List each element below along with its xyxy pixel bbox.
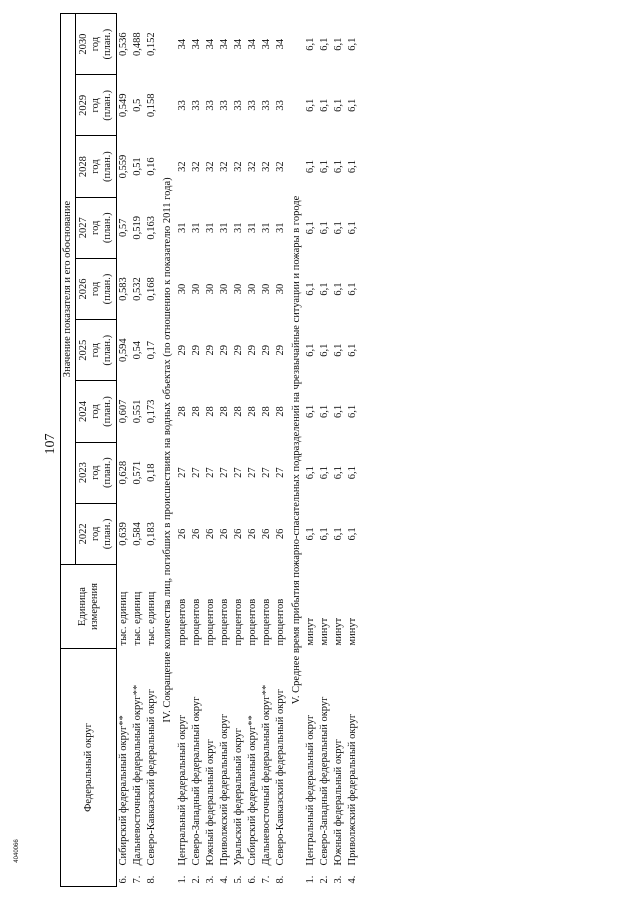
header-year-6 — [76, 136, 117, 197]
table-row — [232, 14, 246, 887]
table-row — [204, 14, 218, 887]
value-cell: 6,1 — [305, 282, 317, 296]
unit-cell: процентов — [204, 598, 216, 646]
value-cell: 26 — [246, 528, 258, 540]
header-year-2 — [76, 381, 117, 442]
unit-cell: процентов — [176, 598, 188, 646]
district-name: Сибирский федеральный округ** — [118, 715, 130, 866]
district-name: Южный федеральный округ — [204, 739, 216, 866]
value-cell: 33 — [246, 100, 258, 111]
unit-cell: минут — [305, 617, 317, 646]
value-cell: 6,1 — [333, 527, 345, 541]
value-cell: 29 — [232, 344, 244, 356]
district-name: Сибирский федеральный округ** — [246, 715, 258, 866]
header-year-part: год — [90, 159, 102, 174]
unit-cell: минут — [333, 617, 345, 646]
row-number: 4. — [347, 875, 359, 884]
value-cell: 0,16 — [146, 157, 158, 176]
value-cell: 30 — [204, 283, 216, 295]
value-cell: 31 — [274, 222, 286, 234]
unit-cell: процентов — [218, 598, 230, 646]
table-row — [176, 14, 190, 887]
value-cell: 0,583 — [118, 277, 130, 301]
value-cell: 6,1 — [319, 37, 331, 51]
row-number: 7. — [260, 875, 272, 884]
table-row — [131, 14, 145, 887]
value-cell: 28 — [218, 406, 230, 417]
row-number: 8. — [146, 875, 158, 884]
value-cell: 26 — [190, 528, 202, 540]
unit-cell: минут — [319, 617, 331, 646]
value-cell: 6,1 — [305, 37, 317, 51]
unit-cell: процентов — [190, 598, 202, 646]
header-year-part: (план.) — [102, 151, 114, 182]
value-cell: 6,1 — [333, 343, 345, 357]
header-year-part: 2028 — [78, 156, 90, 178]
value-cell: 0,17 — [146, 341, 158, 360]
table-row — [318, 14, 332, 887]
value-cell: 0,488 — [132, 32, 144, 56]
value-cell: 0,536 — [118, 32, 130, 56]
table-row — [332, 14, 346, 887]
row-number: 3. — [333, 875, 345, 884]
value-cell: 34 — [260, 38, 272, 50]
value-cell: 33 — [232, 100, 244, 111]
table-row — [246, 14, 260, 887]
value-cell: 26 — [260, 528, 272, 540]
value-cell: 0,163 — [146, 215, 158, 240]
value-cell: 6,1 — [347, 98, 359, 112]
header-year-part: год — [90, 526, 102, 542]
value-cell: 34 — [246, 38, 258, 50]
value-cell: 34 — [218, 38, 230, 50]
value-cell: 6,1 — [347, 343, 359, 357]
value-cell: 28 — [246, 406, 258, 417]
value-cell: 6,1 — [333, 404, 345, 418]
value-cell: 31 — [246, 222, 258, 234]
row-number: 6. — [246, 875, 258, 884]
district-name: Дальневосточный федеральный округ** — [260, 684, 272, 866]
value-cell: 34 — [176, 38, 188, 50]
unit-cell: процентов — [232, 598, 244, 646]
unit-cell: процентов — [246, 598, 258, 646]
value-cell: 28 — [260, 406, 272, 417]
header-year-part: (план.) — [102, 518, 114, 550]
header-year-part: год — [90, 36, 102, 52]
value-cell: 27 — [204, 467, 216, 478]
header-year-part: год — [90, 465, 102, 480]
value-cell: 0,183 — [146, 522, 158, 546]
value-cell: 31 — [176, 222, 188, 234]
value-cell: 34 — [204, 38, 216, 50]
header-year-3 — [76, 320, 117, 381]
value-cell: 6,1 — [347, 404, 359, 418]
header-year-part: 2023 — [78, 462, 90, 484]
value-cell: 6,1 — [347, 221, 359, 235]
district-name: Приволжский федеральный округ — [347, 713, 359, 866]
value-cell: 0,639 — [118, 522, 130, 546]
table-row — [304, 14, 318, 887]
value-cell: 6,1 — [319, 343, 331, 357]
unit-cell: тыс. единиц — [132, 591, 144, 646]
district-name: Северо-Западный федеральный округ — [190, 696, 202, 866]
header-year-part: год — [90, 220, 102, 235]
unit-cell: тыс. единиц — [146, 591, 158, 646]
table-header — [61, 14, 117, 887]
header-year-part: 2022 — [78, 523, 90, 545]
table-row — [260, 14, 274, 887]
unit-cell: минут — [347, 617, 359, 646]
value-cell: 0,559 — [118, 154, 130, 179]
value-cell: 30 — [246, 283, 258, 295]
value-cell: 6,1 — [305, 466, 317, 480]
value-cell: 33 — [218, 100, 230, 111]
value-cell: 26 — [204, 528, 216, 540]
section-title: V. Среднее время прибытия пожарно-спасательных подразделений на чрезвычайные ситуации и пожары в городе — [291, 195, 302, 705]
value-cell: 0,18 — [146, 463, 158, 482]
value-cell: 34 — [190, 38, 202, 50]
value-cell: 30 — [218, 283, 230, 295]
value-cell: 0,158 — [146, 93, 158, 118]
header-year-part: 2024 — [78, 400, 90, 422]
section-title-row — [288, 14, 304, 887]
value-cell: 28 — [232, 406, 244, 417]
value-cell: 6,1 — [347, 466, 359, 480]
value-cell: 27 — [232, 467, 244, 478]
value-cell: 29 — [218, 344, 230, 356]
value-cell: 32 — [176, 161, 188, 172]
value-cell: 31 — [204, 222, 216, 234]
value-cell: 29 — [204, 344, 216, 356]
value-cell: 6,1 — [333, 466, 345, 480]
header-year-part: 2027 — [78, 217, 90, 239]
header-year-8 — [76, 14, 117, 75]
value-cell: 32 — [246, 161, 258, 172]
unit-cell: процентов — [274, 598, 286, 646]
value-cell: 0,571 — [132, 460, 144, 485]
value-cell: 29 — [274, 344, 286, 356]
value-cell: 30 — [232, 283, 244, 295]
row-number: 6. — [118, 875, 130, 884]
value-cell: 34 — [232, 38, 244, 50]
value-cell: 31 — [190, 222, 202, 234]
value-cell: 28 — [190, 406, 202, 417]
header-year-part: (план.) — [102, 396, 114, 427]
value-cell: 0,173 — [146, 399, 158, 424]
value-cell: 27 — [246, 467, 258, 478]
value-cell: 30 — [260, 283, 272, 295]
value-cell: 26 — [232, 528, 244, 540]
value-cell: 26 — [218, 528, 230, 540]
table-row — [346, 14, 360, 887]
value-cell: 0,584 — [132, 522, 144, 546]
district-name: Центральный федеральный округ — [176, 714, 188, 866]
row-number: 3. — [204, 875, 216, 884]
header-unit: Единица измерения — [61, 564, 117, 648]
value-cell: 0,57 — [118, 218, 130, 237]
header-year-part: год — [90, 343, 102, 358]
value-cell: 32 — [218, 161, 230, 172]
value-cell: 6,1 — [305, 527, 317, 541]
value-cell: 6,1 — [333, 98, 345, 112]
header-year-7 — [76, 75, 117, 136]
value-cell: 28 — [176, 406, 188, 417]
value-cell: 0,549 — [118, 93, 130, 118]
header-values: Значение показателя и его обоснование — [61, 14, 76, 565]
value-cell: 29 — [190, 344, 202, 356]
value-cell: 26 — [274, 528, 286, 540]
document-code: 4040066 — [14, 839, 20, 863]
district-name: Центральный федеральный округ — [305, 714, 317, 866]
value-cell: 33 — [204, 100, 216, 111]
section-title: IV. Сокращение количества лиц, погибших в происшествиях на водных объектах (по отношению к показателю 2011 года) — [162, 177, 174, 723]
value-cell: 0,168 — [146, 277, 158, 301]
value-cell: 0,532 — [132, 277, 144, 301]
value-cell: 29 — [246, 344, 258, 356]
unit-cell: процентов — [260, 598, 272, 646]
district-name: Уральский федеральный округ — [232, 728, 244, 866]
header-year-part: (план.) — [102, 457, 114, 489]
table-body — [117, 14, 361, 887]
value-cell: 6,1 — [305, 343, 317, 357]
value-cell: 32 — [232, 161, 244, 172]
header-year-part: 2025 — [78, 339, 90, 361]
district-name: Южный федеральный округ — [333, 739, 345, 866]
value-cell: 6,1 — [333, 160, 345, 174]
value-cell: 6,1 — [333, 282, 345, 296]
value-cell: 6,1 — [319, 466, 331, 480]
value-cell: 0,152 — [146, 32, 158, 56]
row-number: 8. — [274, 875, 286, 884]
value-cell: 6,1 — [305, 404, 317, 418]
row-number: 5. — [232, 875, 244, 884]
rotated-table-container — [60, 13, 602, 887]
header-year-part: (план.) — [102, 212, 114, 244]
header-year-0 — [76, 503, 117, 564]
value-cell: 6,1 — [319, 98, 331, 112]
header-year-1 — [76, 442, 117, 503]
value-cell: 0,5 — [132, 98, 144, 112]
value-cell: 30 — [176, 283, 188, 295]
page-number: 107 — [43, 433, 58, 455]
header-year-part: 2030 — [78, 33, 90, 55]
value-cell: 6,1 — [347, 527, 359, 541]
value-cell: 27 — [190, 467, 202, 478]
value-cell: 6,1 — [319, 282, 331, 296]
header-district: Федеральный округ — [61, 648, 117, 886]
value-cell: 32 — [260, 161, 272, 172]
value-cell: 0,51 — [132, 157, 144, 176]
district-name: Северо-Кавказский федеральный округ — [146, 688, 158, 866]
header-year-5 — [76, 197, 117, 258]
header-year-part: (план.) — [102, 273, 114, 305]
value-cell: 32 — [204, 161, 216, 172]
value-cell: 6,1 — [319, 160, 331, 174]
value-cell: 31 — [232, 222, 244, 234]
value-cell: 6,1 — [333, 37, 345, 51]
value-cell: 6,1 — [305, 98, 317, 112]
value-cell: 27 — [218, 467, 230, 478]
row-number: 2. — [319, 875, 331, 884]
header-year-4 — [76, 258, 117, 319]
value-cell: 0,54 — [132, 341, 144, 360]
table-row — [145, 14, 159, 887]
row-number: 2. — [190, 875, 202, 884]
header-year-part: (план.) — [102, 334, 114, 366]
value-cell: 33 — [274, 100, 286, 111]
value-cell: 32 — [190, 161, 202, 172]
value-cell: 0,551 — [132, 399, 144, 424]
value-cell: 27 — [274, 467, 286, 478]
value-cell: 26 — [176, 528, 188, 540]
row-number: 1. — [176, 875, 188, 884]
value-cell: 33 — [190, 100, 202, 111]
value-cell: 6,1 — [305, 221, 317, 235]
header-year-part: (план.) — [102, 89, 114, 121]
table-row — [117, 14, 132, 887]
table-row — [218, 14, 232, 887]
header-year-part: год — [90, 404, 102, 419]
indicator-table — [60, 13, 360, 887]
district-name: Дальневосточный федеральный округ** — [132, 684, 144, 866]
table-row — [274, 14, 288, 887]
unit-cell: тыс. единиц — [118, 591, 130, 646]
value-cell: 6,1 — [333, 221, 345, 235]
value-cell: 32 — [274, 161, 286, 172]
value-cell: 0,607 — [118, 399, 130, 424]
row-number: 1. — [305, 875, 317, 884]
value-cell: 0,628 — [118, 460, 130, 485]
district-name: Приволжский федеральный округ — [218, 713, 230, 866]
section-title-row — [159, 14, 175, 887]
value-cell: 29 — [260, 344, 272, 356]
value-cell: 31 — [218, 222, 230, 234]
value-cell: 29 — [176, 344, 188, 356]
value-cell: 30 — [190, 283, 202, 295]
district-name: Северо-Кавказский федеральный округ — [274, 688, 286, 866]
value-cell: 33 — [176, 100, 188, 111]
value-cell: 27 — [260, 467, 272, 478]
value-cell: 34 — [274, 38, 286, 50]
value-cell: 30 — [274, 283, 286, 295]
row-number: 7. — [132, 875, 144, 884]
value-cell: 0,519 — [132, 215, 144, 240]
header-year-part: 2026 — [78, 278, 90, 300]
row-number: 4. — [218, 875, 230, 884]
value-cell: 0,594 — [118, 338, 130, 363]
district-name: Северо-Западный федеральный округ — [319, 696, 331, 866]
value-cell: 6,1 — [305, 160, 317, 174]
header-year-part: (план.) — [102, 28, 114, 60]
value-cell: 27 — [176, 467, 188, 478]
value-cell: 28 — [204, 406, 216, 417]
value-cell: 31 — [260, 222, 272, 234]
header-year-part: год — [90, 98, 102, 113]
value-cell: 33 — [260, 100, 272, 111]
header-year-part: год — [90, 281, 102, 297]
table-row — [190, 14, 204, 887]
value-cell: 6,1 — [347, 37, 359, 51]
value-cell: 6,1 — [347, 160, 359, 174]
value-cell: 6,1 — [319, 404, 331, 418]
header-year-part: 2029 — [78, 94, 90, 116]
value-cell: 6,1 — [319, 221, 331, 235]
value-cell: 6,1 — [319, 527, 331, 541]
value-cell: 6,1 — [347, 282, 359, 296]
value-cell: 28 — [274, 406, 286, 417]
